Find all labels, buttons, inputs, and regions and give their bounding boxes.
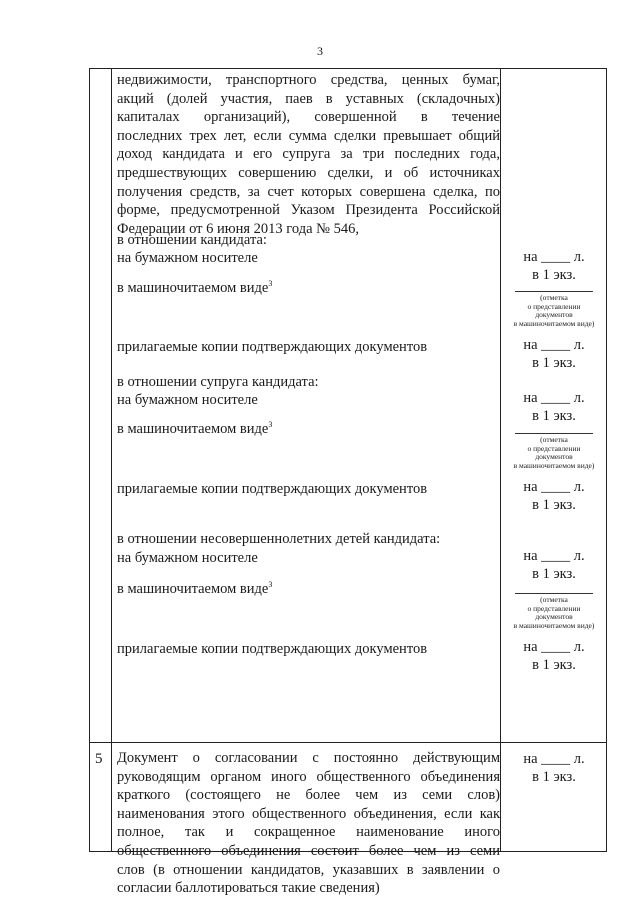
table-border-left xyxy=(89,68,90,852)
paragraph-line: получения средств, за счет которых совершена сделка, по xyxy=(117,183,500,200)
sheet-count-mark: на ____ л. в 1 экз. xyxy=(523,751,585,785)
footnote-mark: 3 xyxy=(268,279,273,289)
paper-label: на бумажном носителе xyxy=(117,392,258,408)
machine-readable-label: в машиночитаемом виде$^3$ xyxy=(117,279,273,296)
copies-label: прилагаемые копии подтверждающих документов xyxy=(117,481,428,497)
documents-table xyxy=(89,68,607,897)
table-border-top xyxy=(89,68,607,69)
sheet-count-mark: на ____ л. в 1 экз. xyxy=(523,337,585,371)
machine-readable-note: (отметка о представлении документов в машиночитаемом виде) xyxy=(513,435,595,470)
signature-line xyxy=(515,593,593,594)
sheet-count-mark: на ____ л. в 1 экз. xyxy=(523,548,585,582)
sheet-count-mark: на ____ л. в 1 экз. xyxy=(523,639,585,673)
machine-readable-note: (отметка о представлении документов в машиночитаемом виде) xyxy=(513,293,595,328)
paragraph-line: капиталах организаций), совершенной в течение xyxy=(117,109,500,126)
page-number: 3 xyxy=(317,44,323,58)
paragraph-line: полное, так и сокращенное наименование иного xyxy=(117,824,500,841)
table-divider-number xyxy=(111,68,112,852)
row5-paragraph xyxy=(117,749,500,898)
paragraph-line: краткого (состоящего не более чем из семи слов) xyxy=(117,787,500,804)
paragraph-line: последних трех лет, если сумма сделки превышает общий xyxy=(117,127,500,144)
paragraph-line: согласии баллотироваться такие сведения) xyxy=(117,880,380,897)
row-number: 5 xyxy=(95,751,103,767)
paper-label: на бумажном носителе xyxy=(117,250,258,266)
paragraph-line: Документ о согласовании с постоянно действующим xyxy=(117,750,500,766)
sheet-count-mark: на ____ л. в 1 экз. xyxy=(523,249,585,283)
paragraph-line: предшествующих совершению сделки, и об источниках xyxy=(117,164,500,181)
group-heading-children: в отношении несовершеннолетних детей кандидата: xyxy=(117,531,441,547)
copies-label: прилагаемые копии подтверждающих документов xyxy=(117,641,428,657)
sheet-count-mark: на ____ л. в 1 экз. xyxy=(523,479,585,513)
machine-readable-note: (отметка о представлении документов в машиночитаемом виде) xyxy=(513,595,595,630)
signature-line xyxy=(515,291,593,292)
machine-readable-label: в машиночитаемом виде$^3$ xyxy=(117,420,273,437)
paragraph-line: недвижимости, транспортного средства, ценных бумаг, xyxy=(117,72,500,88)
footnote-mark: 3 xyxy=(268,420,273,430)
paragraph-line: руководящим органом иного общественного объединения xyxy=(117,768,500,785)
paragraph-line: общественного объединения состоит более чем из семи xyxy=(117,842,500,859)
machine-readable-label: в машиночитаемом виде$^3$ xyxy=(117,580,273,597)
paragraph-line: доход кандидата и его супруга за три последних года, xyxy=(117,146,500,163)
group-heading-candidate: в отношении кандидата: xyxy=(117,232,267,248)
sheet-count-mark: на ____ л. в 1 экз. xyxy=(523,390,585,424)
row4-paragraph xyxy=(117,71,500,238)
paragraph-line: наименования этого общественного объединения, если как xyxy=(117,805,500,822)
paragraph-line: акций (долей участия, паев в уставных (складочных) xyxy=(117,90,500,107)
paper-label: на бумажном носителе xyxy=(117,550,258,566)
row-divider xyxy=(89,742,607,743)
group-heading-spouse: в отношении супруга кандидата: xyxy=(117,374,319,390)
signature-line xyxy=(515,433,593,434)
footnote-mark: 3 xyxy=(268,580,273,590)
paragraph-line: форме, предусмотренной Указом Президента Российской xyxy=(117,202,500,219)
paragraph-line: Федерации от 6 июня 2013 года № 546, xyxy=(117,220,359,237)
paragraph-line: слов (в отношении кандидатов, указавших в заявлении о xyxy=(117,861,500,878)
copies-label: прилагаемые копии подтверждающих документов xyxy=(117,339,428,355)
